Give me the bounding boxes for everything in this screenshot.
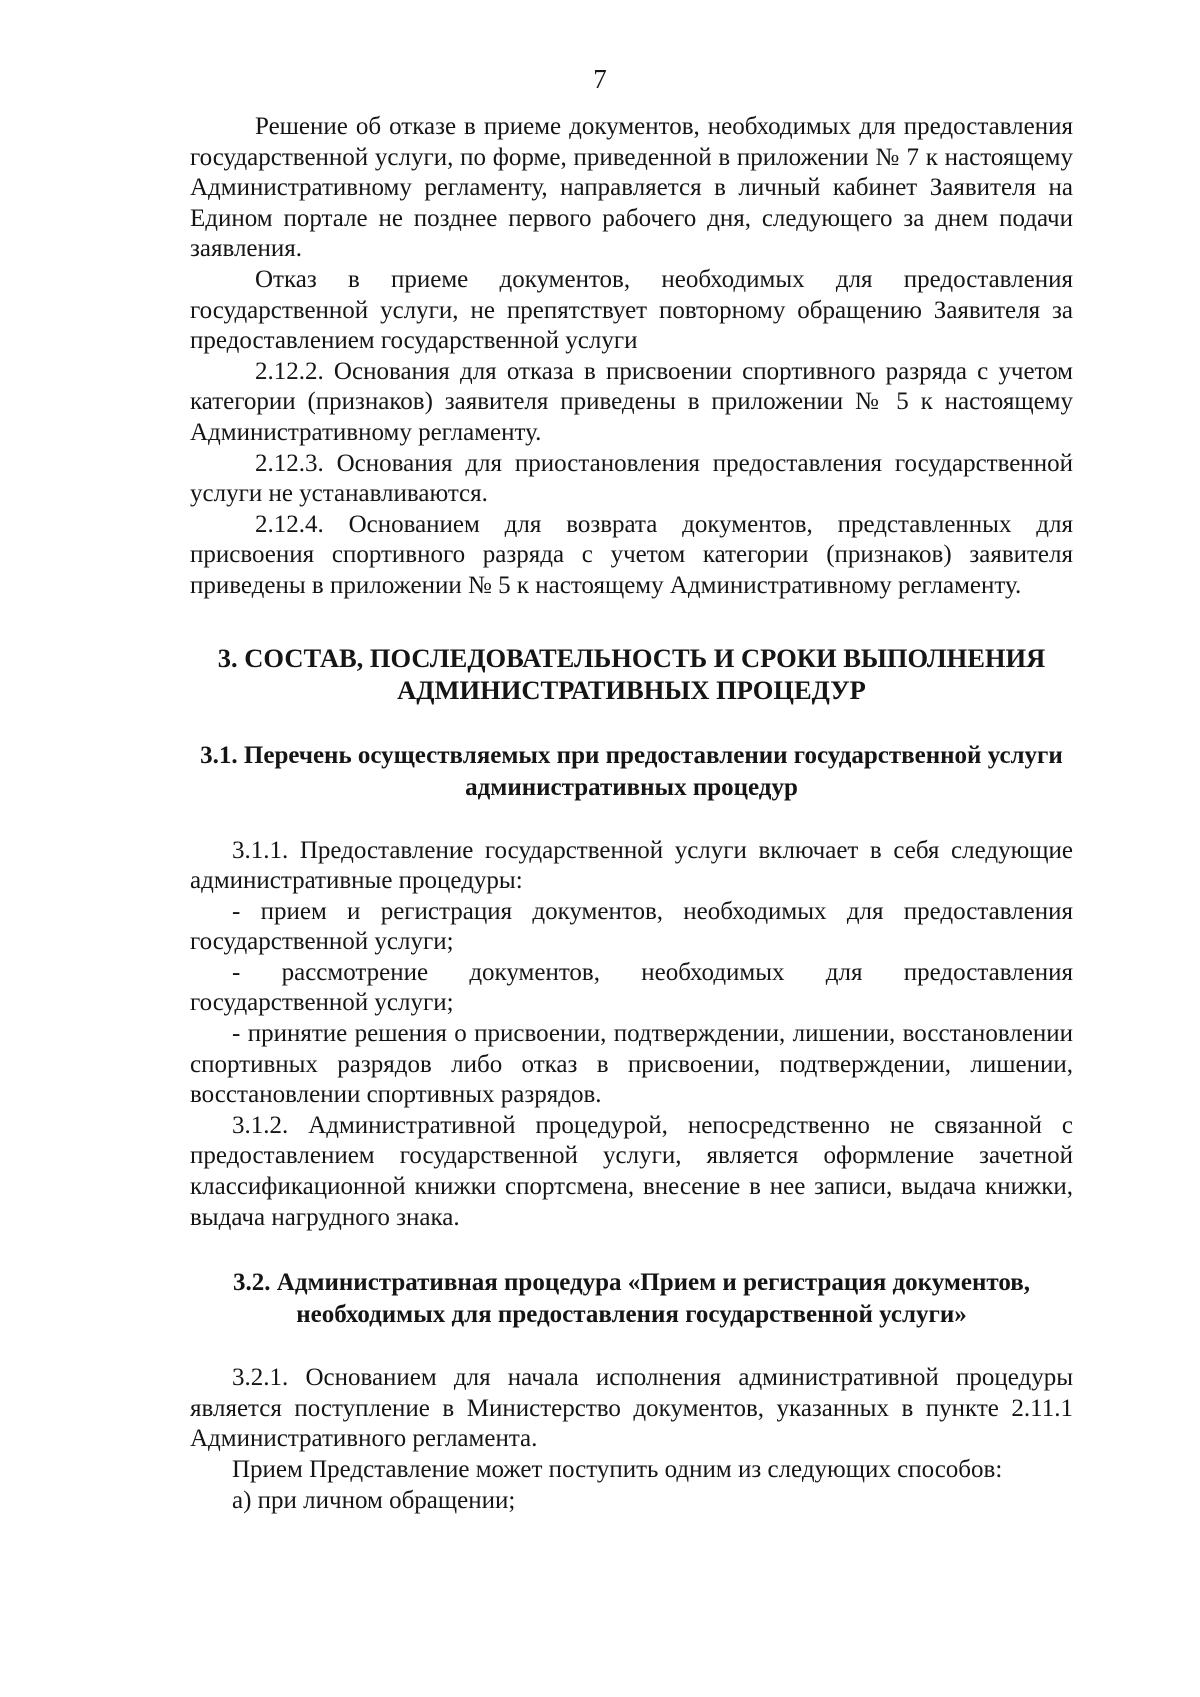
section-3-heading: 3. СОСТАВ, ПОСЛЕДОВАТЕЛЬНОСТЬ И СРОКИ ВЫПОЛНЕНИЯ АДМИНИСТРАТИВНЫХ ПРОЦЕДУР <box>217 642 1046 705</box>
list-item-decision: - принятие решения о присвоении, подтверждении, лишении, восстановлении спортивных разрядов либо отказ в присвоении, подтверждении, лишении, восстановлении спортивных разрядов. <box>190 1020 1073 1109</box>
paragraph-submission-methods: Прием Представление может поступить одним из следующих способов: <box>232 1456 1003 1483</box>
paragraph-3-1-2: 3.1.2. Административной процедурой, непосредственно не связанной с предоставлением государственной услуги, является оформление зачетной классификационной книжки спортсмена, внесение в нее записи, выдача книжки, выдача нагрудного знака. <box>190 1111 1073 1231</box>
paragraph-3-2-1: 3.2.1. Основанием для начала исполнения административной процедуры является поступление в Министерство документов, указанных в пункте 2.11.1 Административного регламента. <box>190 1364 1073 1453</box>
paragraph-2-12-4: 2.12.4. Основанием для возврата документов, представленных для присвоения спортивного разряда с учетом категории (признаков) заявителя приведены в приложении № 5 к настоящему Административному регламенту. <box>190 510 1073 599</box>
list-item-personal-visit: а) при личном обращении; <box>232 1486 516 1514</box>
paragraph-refusal-no-obstacle: Отказ в приеме документов, необходимых для предоставления государственной услуги, не препятствует повторному обращению Заявителя за предоставлением государственной услуги <box>190 265 1073 355</box>
paragraph-refusal-decision: Решение об отказе в приеме документов, необходимых для предоставления государственной услуги, по форме, приведенной в приложении № 7 к настоящему Административному регламенту, направляется в личный кабинет Заявителя на Едином портале не позднее первого рабочего дня, следующего за днем подачи заявления. <box>190 113 1073 263</box>
paragraph-2-12-3: 2.12.3. Основания для приостановления предоставления государственной услуги не устанавливаются. <box>190 449 1073 508</box>
subsection-3-1-heading: 3.1. Перечень осуществляемых при предоставлении государственной услуги административных процедур <box>200 741 1063 801</box>
paragraph-2-12-2: 2.12.2. Основания для отказа в присвоении спортивного разряда с учетом категории (признаков) заявителя приведены в приложении № 5 к настоящему Административному регламенту. <box>190 357 1073 446</box>
document-body <box>190 112 1073 1516</box>
list-item-review: - рассмотрение документов, необходимых для предоставления государственной услуги; <box>190 958 1073 1017</box>
subsection-3-2-heading: 3.2. Административная процедура «Прием и регистрация документов, необходимых для предоставления государственной услуги» <box>233 1269 1030 1329</box>
list-item-reception: - прием и регистрация документов, необходимых для предоставления государственной услуги; <box>190 897 1073 956</box>
paragraph-3-1-1: 3.1.1. Предоставление государственной услуги включает в себя следующие административные процедуры: <box>190 836 1073 895</box>
page-number: 7 <box>593 64 607 94</box>
